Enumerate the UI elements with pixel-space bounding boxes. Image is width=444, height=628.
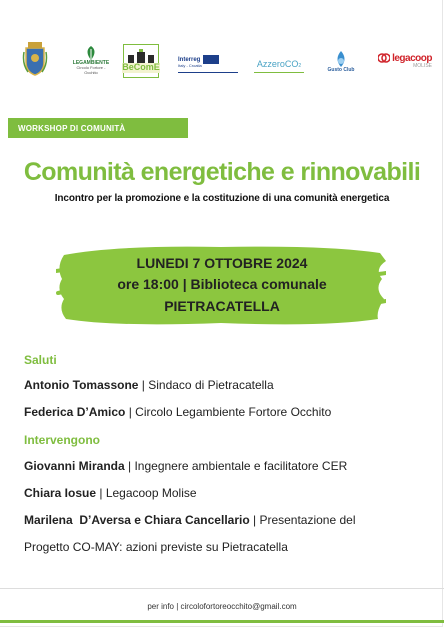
interreg-logo-subtext: Italy - Croatia	[178, 63, 202, 69]
speaker-name: Marilena D’Aversa e Chiara Cancellario	[24, 513, 250, 527]
event-time-place: ore 18:00 | Biblioteca comunale	[117, 276, 327, 292]
legambiente-logo-subtext: Circolo Fortore - Occhito	[76, 65, 106, 75]
speaker-role: | Legacoop Molise	[96, 486, 197, 500]
speaker-row	[24, 486, 197, 500]
legacoop-symbol-icon	[378, 53, 390, 63]
speaker-role: | Ingegnere ambientale e facilitatore CER	[124, 459, 348, 473]
azzeroco2-logo-subscript: 2	[298, 62, 302, 69]
speaker-name: Giovanni Miranda	[24, 459, 125, 473]
page-subtitle: Incontro per la promozione e la costituzione di una comunità energetica	[54, 193, 390, 204]
speaker-row	[24, 459, 347, 473]
become-logo-text: BeComE	[122, 62, 160, 73]
event-town: PIETRACATELLA	[164, 298, 280, 314]
section-heading-intervengono: Intervengono	[24, 433, 101, 447]
interreg-logo	[178, 50, 240, 78]
workshop-tag: WORKSHOP DI COMUNITÀ	[8, 118, 188, 138]
speaker-name: Federica D’Amico	[24, 405, 126, 419]
speaker-name: Antonio Tomassone	[24, 378, 139, 392]
interreg-logo-text: Interreg	[178, 56, 201, 63]
legacoop-logo-subtext: MOLISE	[413, 62, 432, 69]
municipality-crest-logo	[22, 40, 48, 76]
speaker-role: | Sindaco di Pietracatella	[138, 378, 274, 392]
footer-contact: per info | circolofortoreocchito@gmail.com	[147, 602, 297, 611]
azzeroco2-logo-text: AzzeroCO	[256, 58, 299, 69]
gustoclub-logo	[320, 46, 362, 78]
gustoclub-logo-text: Gusto Club	[327, 67, 355, 74]
become-logo	[123, 44, 159, 78]
speaker-row	[24, 378, 274, 392]
legacoop-logo-text: legacoop	[392, 52, 432, 64]
legacoop-logo	[366, 50, 432, 72]
speaker-role: | Presentazione del	[249, 513, 356, 527]
speaker-role: Progetto CO-MAY: azioni previste su Pietracatella	[24, 540, 288, 554]
speaker-row	[24, 513, 356, 527]
eu-flag-icon	[203, 55, 219, 64]
event-date: LUNEDI 7 OTTOBRE 2024	[136, 255, 308, 271]
section-heading-saluti: Saluti	[24, 353, 57, 367]
bottom-accent-bar	[0, 620, 444, 623]
legambiente-logo-text: LEGAMBIENTE	[72, 59, 110, 66]
speaker-role: | Circolo Legambiente Fortore Occhito	[125, 405, 332, 419]
legambiente-logo	[70, 42, 112, 78]
page-title: Comunità energetiche e rinnovabili	[23, 158, 421, 186]
footer-divider	[0, 588, 444, 589]
azzeroco2-logo	[251, 52, 307, 74]
speaker-name: Chiara Iosue	[24, 486, 97, 500]
speaker-row-continuation	[24, 540, 288, 554]
speaker-row	[24, 405, 331, 419]
